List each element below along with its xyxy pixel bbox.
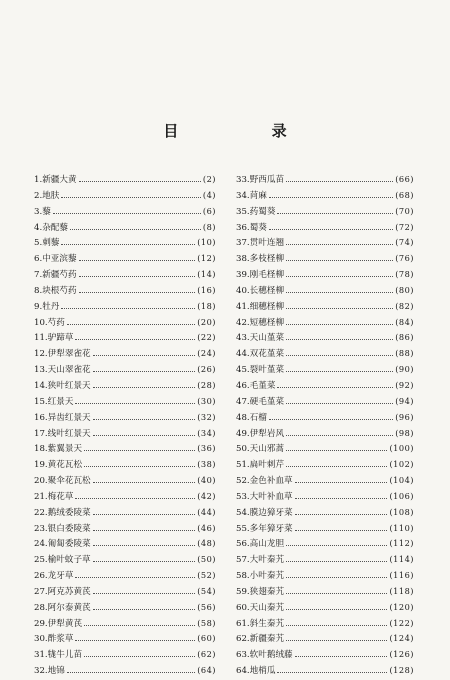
page-number: (84) [395,316,414,327]
page-number: (66) [395,174,414,184]
page-number: (86) [395,332,414,343]
entry-title: 20.聚伞花瓦松 [34,476,91,487]
toc-entry [236,410,414,426]
toc-entry [34,663,216,679]
page-number: (76) [395,253,414,264]
toc-entry [34,172,216,188]
page-number: (14) [197,269,216,280]
entry-title: 31.牻牛儿苗 [34,650,83,661]
toc-column-right [236,172,414,679]
entry-title: 7.新疆芍药 [34,270,77,281]
page-number: (90) [395,364,414,375]
entry-title: 58.小叶秦艽 [236,571,285,582]
page-number: (22) [197,332,216,343]
page-number: (122) [389,617,414,628]
entry-title: 64.地梢瓜 [236,666,276,677]
page-number: (78) [395,269,414,280]
page-number: (68) [395,189,414,200]
dot-leader [84,449,195,451]
toc-entry [34,267,216,283]
dot-leader [286,402,393,404]
entry-title: 24.匍匐委陵菜 [34,539,91,550]
toc-entry [236,663,414,679]
dot-leader [286,307,393,309]
page-number: (98) [395,427,414,438]
toc-entry [34,283,216,299]
entry-title: 1.新疆大黄 [34,175,77,185]
dot-leader [269,228,393,230]
dot-leader [286,624,387,626]
dot-leader [79,291,196,293]
page-number: (124) [389,633,414,644]
entry-title: 40.长穗柽柳 [236,285,285,296]
page-number: (20) [197,316,216,327]
page-number: (32) [197,411,216,422]
entry-title: 27.阿克苏黄芪 [34,586,91,597]
page-number: (112) [389,538,414,549]
toc-entry [34,362,216,378]
toc-entry [236,378,414,394]
page-number: (74) [395,237,414,248]
dot-leader [79,259,196,261]
dot-leader [295,497,388,499]
entry-title: 57.大叶秦艽 [236,555,285,566]
page-number: (50) [197,554,216,565]
page-number: (24) [197,348,216,359]
entry-title: 63.软叶鹅绒藤 [236,650,293,661]
toc-entry [34,394,216,410]
dot-leader [67,323,195,325]
dot-leader [269,196,393,198]
entry-title: 12.伊犁翠雀花 [34,349,91,360]
entry-title: 26.龙牙草 [34,571,74,582]
entry-title: 30.酢浆草 [34,634,74,645]
page-number: (30) [197,395,216,406]
toc-entry [236,299,414,315]
page-number: (72) [395,221,414,232]
page-number: (38) [197,459,216,470]
entry-title: 33.野西瓜苗 [236,175,285,185]
page-number: (128) [389,665,414,676]
toc-entry [34,600,216,616]
dot-leader [61,307,195,309]
toc-entry [236,188,414,204]
entry-title: 15.红景天 [34,396,74,407]
dot-leader [295,513,388,515]
dot-leader [79,275,196,277]
page-number: (100) [389,443,414,454]
dot-leader [75,338,195,340]
entry-title: 34.苘麻 [236,190,267,201]
entry-title: 44.双花堇菜 [236,349,285,360]
dot-leader [277,212,393,214]
entry-title: 25.榆叶蚊子草 [34,555,91,566]
entry-title: 13.天山翠雀花 [34,365,91,376]
dot-leader [75,576,195,578]
toc-entry [236,505,414,521]
dot-leader [286,370,393,372]
entry-title: 36.蜀葵 [236,222,267,233]
entry-title: 10.芍药 [34,317,65,328]
page-number: (4) [202,189,216,200]
entry-title: 46.毛堇菜 [236,380,276,391]
dot-leader [286,639,387,641]
toc-entry [236,631,414,647]
dot-leader [79,180,201,182]
dot-leader [286,449,387,451]
entry-title: 52.金色补血草 [236,476,293,487]
toc-entry [34,330,216,346]
toc-entry [236,267,414,283]
toc-entry [34,204,216,220]
dot-leader [286,323,393,325]
page-number: (8) [202,221,216,232]
toc-entry [34,584,216,600]
toc-entry [236,283,414,299]
toc-entry [34,616,216,632]
dot-leader [93,386,196,388]
toc-entry [34,457,216,473]
dot-leader [286,275,393,277]
toc-entry [236,616,414,632]
page-number: (116) [389,570,414,581]
toc-column-left [34,172,216,679]
dot-leader [67,671,195,673]
toc-entry [236,552,414,568]
dot-leader [70,228,201,230]
page-number: (108) [389,506,414,517]
toc-entry [236,536,414,552]
toc-entry [236,521,414,537]
entry-title: 8.块根芍药 [34,285,77,296]
entry-title: 11.驴蹄草 [34,333,74,344]
page-number: (46) [197,522,216,533]
toc-entry [34,505,216,521]
toc-entry [34,441,216,457]
page-number: (114) [389,554,414,565]
entry-title: 39.刚毛柽柳 [236,270,285,281]
page-number: (2) [202,174,216,184]
toc-entry [236,346,414,362]
toc-entry [34,315,216,331]
entry-title: 43.天山堇菜 [236,333,285,344]
page-number: (96) [395,411,414,422]
entry-title: 45.裂叶堇菜 [236,365,285,376]
dot-leader [93,481,196,483]
toc-entry [236,489,414,505]
page-number: (10) [197,237,216,248]
page-number: (92) [395,379,414,390]
entry-title: 5.刺藜 [34,238,60,249]
entry-title: 61.斜生秦艽 [236,618,285,629]
dot-leader [286,544,387,546]
dot-leader [93,434,196,436]
dot-leader [286,354,393,356]
dot-leader [277,671,387,673]
dot-leader [75,497,195,499]
page-number: (6) [202,205,216,216]
dot-leader [286,180,393,182]
dot-leader [93,370,196,372]
page-number: (94) [395,395,414,406]
page-number: (62) [197,649,216,660]
page-number: (12) [197,253,216,264]
toc-entry [236,251,414,267]
toc-entry [34,473,216,489]
toc-entry [34,552,216,568]
entry-title: 9.牡丹 [34,301,60,312]
page-number: (34) [197,427,216,438]
dot-leader [286,608,387,610]
toc-entry [34,235,216,251]
dot-leader [269,418,393,420]
entry-title: 53.大叶补血草 [236,491,293,502]
page-number: (36) [197,443,216,454]
page-number: (120) [389,601,414,612]
page-number: (16) [197,284,216,295]
entry-title: 54.膜边獐牙菜 [236,507,293,518]
entry-title: 14.狭叶红景天 [34,380,91,391]
entry-title: 50.天山邪蒿 [236,444,285,455]
toc-entry [34,521,216,537]
dot-leader [286,465,387,467]
toc-entry [236,426,414,442]
toc-entry [34,346,216,362]
toc-entry [236,457,414,473]
dot-leader [93,544,196,546]
dot-leader [286,592,387,594]
dot-leader [286,338,393,340]
dot-leader [295,529,388,531]
entry-title: 56.高山龙胆 [236,539,285,550]
entry-title: 60.天山秦艽 [236,602,285,613]
page-number: (26) [197,364,216,375]
page-number: (80) [395,284,414,295]
page-number: (64) [197,665,216,676]
dot-leader [286,243,393,245]
entry-title: 22.鹅绒委陵菜 [34,507,91,518]
entry-title: 49.伊犁岩风 [236,428,285,439]
entry-title: 28.阿尔泰黄芪 [34,602,91,613]
entry-title: 19.黄花瓦松 [34,460,83,471]
page-number: (54) [197,585,216,596]
page-number: (110) [389,522,414,533]
toc-entry [34,299,216,315]
toc-entry [236,220,414,236]
dot-leader [277,386,393,388]
entry-title: 32.地锦 [34,666,65,677]
dot-leader [61,196,201,198]
page-number: (106) [389,490,414,501]
toc-entry [236,172,414,188]
dot-leader [61,243,195,245]
dot-leader [84,465,195,467]
entry-title: 62.新疆秦艽 [236,634,285,645]
dot-leader [93,529,196,531]
dot-leader [286,560,387,562]
page-number: (56) [197,601,216,612]
entry-title: 23.银白委陵菜 [34,523,91,534]
entry-title: 2.地肤 [34,190,60,201]
entry-title: 18.紫翼景天 [34,444,83,455]
entry-title: 6.中亚滨藜 [34,254,77,265]
toc-entry [236,330,414,346]
dot-leader [286,291,393,293]
entry-title: 4.杂配藜 [34,222,68,233]
page-number: (104) [389,475,414,486]
dot-leader [84,624,195,626]
toc-entry [34,251,216,267]
entry-title: 21.梅花草 [34,491,74,502]
dot-leader [286,434,393,436]
page-number: (118) [389,585,414,596]
entry-title: 48.石榴 [236,412,267,423]
entry-title: 41.细穗柽柳 [236,301,285,312]
toc-entry [236,473,414,489]
toc-entry [236,235,414,251]
toc-entry [34,426,216,442]
dot-leader [93,608,196,610]
page-title: 目 录 [163,122,331,140]
entry-title: 38.多枝柽柳 [236,254,285,265]
entry-title: 42.短穗柽柳 [236,317,285,328]
dot-leader [93,592,196,594]
entry-title: 59.狭翅秦艽 [236,586,285,597]
toc-entry [236,568,414,584]
page-number: (42) [197,490,216,501]
entry-title: 35.药蜀葵 [236,206,276,217]
page-number: (40) [197,475,216,486]
page-number: (82) [395,300,414,311]
dot-leader [84,655,195,657]
page-number: (60) [197,633,216,644]
page-number: (52) [197,570,216,581]
toc-entry [34,489,216,505]
toc-entry [236,394,414,410]
page-number: (28) [197,379,216,390]
toc-entry [236,584,414,600]
page-number: (102) [389,459,414,470]
dot-leader [93,513,196,515]
dot-leader [286,259,393,261]
page-number: (44) [197,506,216,517]
toc-entry [236,204,414,220]
toc-entry [34,188,216,204]
toc-entry [34,536,216,552]
entry-title: 51.扁叶刺芹 [236,460,285,471]
dot-leader [93,560,196,562]
page-number: (126) [389,649,414,660]
toc-entry [34,378,216,394]
dot-leader [295,481,388,483]
toc-entry [236,600,414,616]
toc-entry [34,410,216,426]
toc-entry [236,441,414,457]
toc-entry [34,568,216,584]
page-number: (18) [197,300,216,311]
entry-title: 17.线叶红景天 [34,428,91,439]
dot-leader [75,402,195,404]
dot-leader [295,655,388,657]
toc-entry [236,315,414,331]
dot-leader [93,354,196,356]
dot-leader [53,212,201,214]
page-number: (48) [197,538,216,549]
toc-entry [236,362,414,378]
entry-title: 55.多年獐牙菜 [236,523,293,534]
page-number: (88) [395,348,414,359]
entry-title: 47.硬毛堇菜 [236,396,285,407]
toc-entry [34,647,216,663]
toc-entry [34,220,216,236]
dot-leader [75,639,195,641]
toc-entry [34,631,216,647]
entry-title: 3.藜 [34,206,51,217]
dot-leader [93,418,196,420]
entry-title: 29.伊犁黄芪 [34,618,83,629]
page-number: (58) [197,617,216,628]
entry-title: 16.异齿红景天 [34,412,91,423]
toc-entry [236,647,414,663]
dot-leader [286,576,387,578]
page-number: (70) [395,205,414,216]
entry-title: 37.贯叶连翘 [236,238,285,249]
